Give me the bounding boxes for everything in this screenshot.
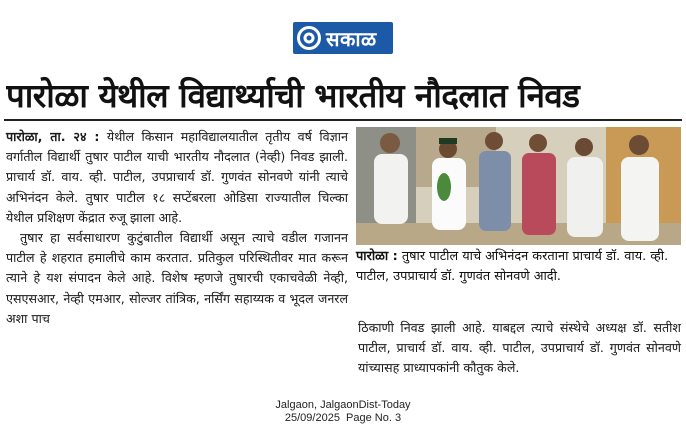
article-paragraph-1 bbox=[6, 127, 348, 228]
dateline: पारोळा, ता. २४ : bbox=[6, 129, 100, 144]
paragraph-1-text: येथील किसान महाविद्यालयातील तृतीय वर्ष विज्ञान वर्गातील विद्यार्थी तुषार पाटील याची भारतीय नौदलात (नेव्ही) निवड झाली. प्राचार्य डॉ. वाय. व्ही. पाटील, उपप्राचार्य डॉ. गुणवंत सोनवणे यांनी त्याचे अभिनंदन केले. तुषार पाटील १८ सप्टेंबरला ओडिसा राज्यातील चिल्का येथील प्रशिक्षण केंद्रात रुजू झाला आहे. bbox=[6, 129, 348, 225]
emblem-icon bbox=[297, 26, 321, 50]
article-paragraph-2: तुषार हा सर्वसाधारण कुटुंबातील विद्यार्थी असून त्याचे वडील गजानन पाटील हे शहरात हमालीचे काम करतात. प्रतिकुल परिस्थितीवर मात करून त्याने हे यश संपादन केले आहे. विशेष म्हणजे तुषारची एकाचवेळी नेव्ही, एसएसआर, नेव्ही एमआर, सोल्जर तांत्रिक, नर्सिंग सहाय्यक व भूदल जनरल अशा पाच bbox=[6, 230, 348, 326]
article-paragraph-3: ठिकाणी निवड झाली आहे. याबद्दल त्याचे संस्थेचे अध्यक्ष डॉ. सतीश पाटील, प्राचार्य डॉ. वाय. व्ही. पाटील, उपप्राचार्य डॉ. गुणवंत सोनवणे यांच्यासह प्राध्यापकांनी कौतुक केले. bbox=[358, 320, 681, 376]
article-left-column bbox=[6, 127, 348, 329]
page-footer bbox=[0, 399, 686, 425]
news-photo bbox=[356, 127, 681, 245]
logo-text: सकाळ bbox=[326, 26, 377, 51]
headline-divider bbox=[4, 119, 682, 121]
article-headline: पारोळा येथील विद्यार्थ्याची भारतीय नौदलात निवड bbox=[6, 76, 580, 115]
photo-caption bbox=[356, 247, 681, 287]
footer-edition: Jalgaon, JalgaonDist-Today bbox=[275, 399, 411, 411]
caption-place: पारोळा : bbox=[356, 249, 398, 264]
footer-date-page: 25/09/2025 Page No. 3 bbox=[284, 412, 402, 424]
caption-text: तुषार पाटील याचे अभिनंदन करताना प्राचार्य डॉ. वाय. व्ही. पाटील, उपप्राचार्य डॉ. गुणवंत सोनवणे आदी. bbox=[356, 249, 669, 284]
newspaper-logo bbox=[293, 22, 393, 54]
